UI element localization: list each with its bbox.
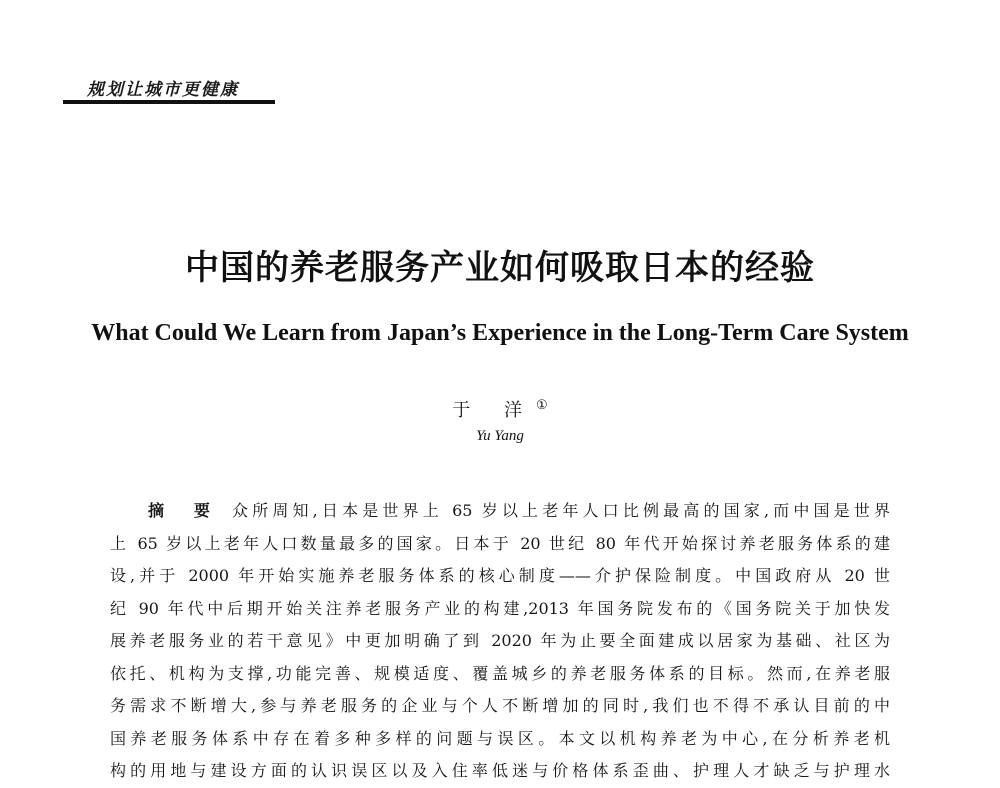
article-title-chinese: 中国的养老服务产业如何吸取日本的经验 bbox=[185, 248, 815, 288]
abstract-line-text: 众所周知,日本是世界上 65 岁以上老年人口比例最高的国家,而中国是世界 bbox=[232, 501, 890, 520]
author-footnote-marker[interactable]: ① bbox=[536, 398, 548, 413]
author-chinese bbox=[0, 396, 1000, 422]
abstract-line: 构的用地与建设方面的认识误区以及入住率低迷与价格体系歪曲、护理人才缺乏与护理水 bbox=[110, 761, 890, 780]
abstract-label: 摘 要 bbox=[148, 501, 223, 520]
section-label: 规划让城市更健康 bbox=[87, 80, 239, 100]
abstract-line: 依托、机构为支撑,功能完善、规模适度、覆盖城乡的养老服务体系的目标。然而,在养老服 bbox=[110, 663, 890, 683]
abstract-line bbox=[110, 495, 890, 528]
abstract-line: 国养老服务体系中存在着多种多样的问题与误区。本文以机构养老为中心,在分析养老机 bbox=[110, 728, 890, 748]
author-english: Yu Yang bbox=[476, 428, 524, 444]
abstract-line: 务需求不断增大,参与养老服务的企业与个人不断增加的同时,我们也不得不承认目前的中 bbox=[110, 696, 890, 715]
abstract bbox=[110, 495, 890, 788]
author-name-chinese: 于 洋 bbox=[452, 400, 537, 421]
abstract-line: 展养老服务业的若干意见》中更加明确了到 2020 年为止要全面建成以居家为基础、社区为 bbox=[110, 631, 890, 650]
abstract-line: 纪 90 年代中后期开始关注养老服务产业的构建,2013 年国务院发布的《国务院关于加快发 bbox=[110, 598, 890, 618]
abstract-line: 上 65 岁以上老年人口数量最多的国家。日本于 20 世纪 80 年代开始探讨养老服务体系的建 bbox=[110, 533, 890, 553]
abstract-line: 设,并于 2000 年开始实施养老服务体系的核心制度——介护保险制度。中国政府从 20 世 bbox=[110, 566, 890, 585]
section-header bbox=[63, 73, 275, 107]
section-header-rule bbox=[63, 100, 275, 104]
article-title-english: What Could We Learn from Japan’s Experience in the Long-Term Care System bbox=[91, 320, 909, 346]
